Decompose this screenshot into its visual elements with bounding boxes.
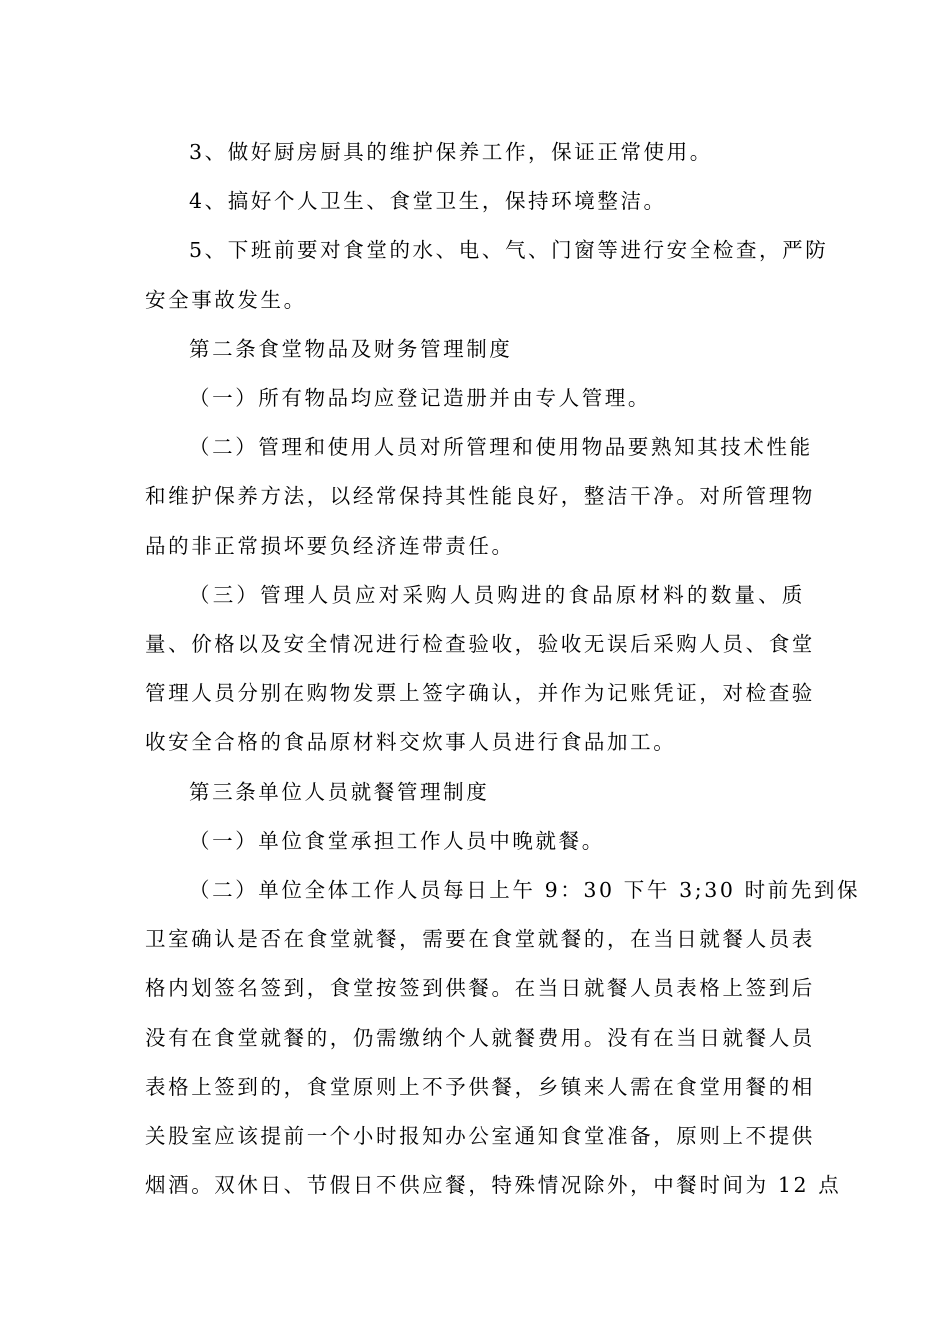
text-line: 表格上签到的，食堂原则上不予供餐，乡镇来人需在食堂用餐的相: [145, 1074, 815, 1099]
text-line: 格内划签名签到，食堂按签到供餐。在当日就餐人员表格上签到后: [145, 976, 815, 1001]
text-line: 烟酒。双休日、节假日不供应餐，特殊情况除外，中餐时间为 12 点: [145, 1173, 842, 1198]
text-line: （三）管理人员应对采购人员购进的食品原材料的数量、质: [189, 582, 805, 607]
text-line: 第二条食堂物品及财务管理制度: [189, 336, 513, 361]
text-line: （一）单位食堂承担工作人员中晚就餐。: [189, 828, 605, 853]
text-line: 关股室应该提前一个小时报知办公室通知食堂准备，原则上不提供: [145, 1124, 815, 1148]
text-line: （一）所有物品均应登记造册并由专人管理。: [189, 386, 651, 410]
text-line: 5、下班前要对食堂的水、电、气、门窗等进行安全检查，严防: [189, 238, 829, 263]
text-line: （二）管理和使用人员对所管理和使用物品要熟知其技术性能: [189, 435, 813, 460]
text-line: 量、价格以及安全情况进行检查验收，验收无误后采购人员、食堂: [145, 632, 815, 656]
text-line: 和维护保养方法，以经常保持其性能良好，整洁干净。对所管理物: [145, 484, 815, 509]
text-line: 卫室确认是否在食堂就餐，需要在食堂就餐的，在当日就餐人员表: [145, 927, 815, 952]
text-line: 4、搞好个人卫生、食堂卫生，保持环境整洁。: [189, 189, 667, 214]
text-line: 品的非正常损坏要负经济连带责任。: [145, 533, 515, 558]
text-line: （二）单位全体工作人员每日上午 9：30 下午 3;30 时前先到保: [189, 878, 861, 902]
text-line: 没有在食堂就餐的，仍需缴纳个人就餐费用。没有在当日就餐人员: [145, 1025, 815, 1050]
text-line: 管理人员分别在购物发票上签字确认，并作为记账凭证，对检查验: [145, 681, 815, 706]
text-line: 第三条单位人员就餐管理制度: [189, 779, 490, 804]
text-line: 收安全合格的食品原材料交炊事人员进行食品加工。: [145, 730, 677, 755]
text-line: 安全事故发生。: [145, 287, 307, 312]
text-line: 3、做好厨房厨具的维护保养工作，保证正常使用。: [189, 140, 713, 164]
